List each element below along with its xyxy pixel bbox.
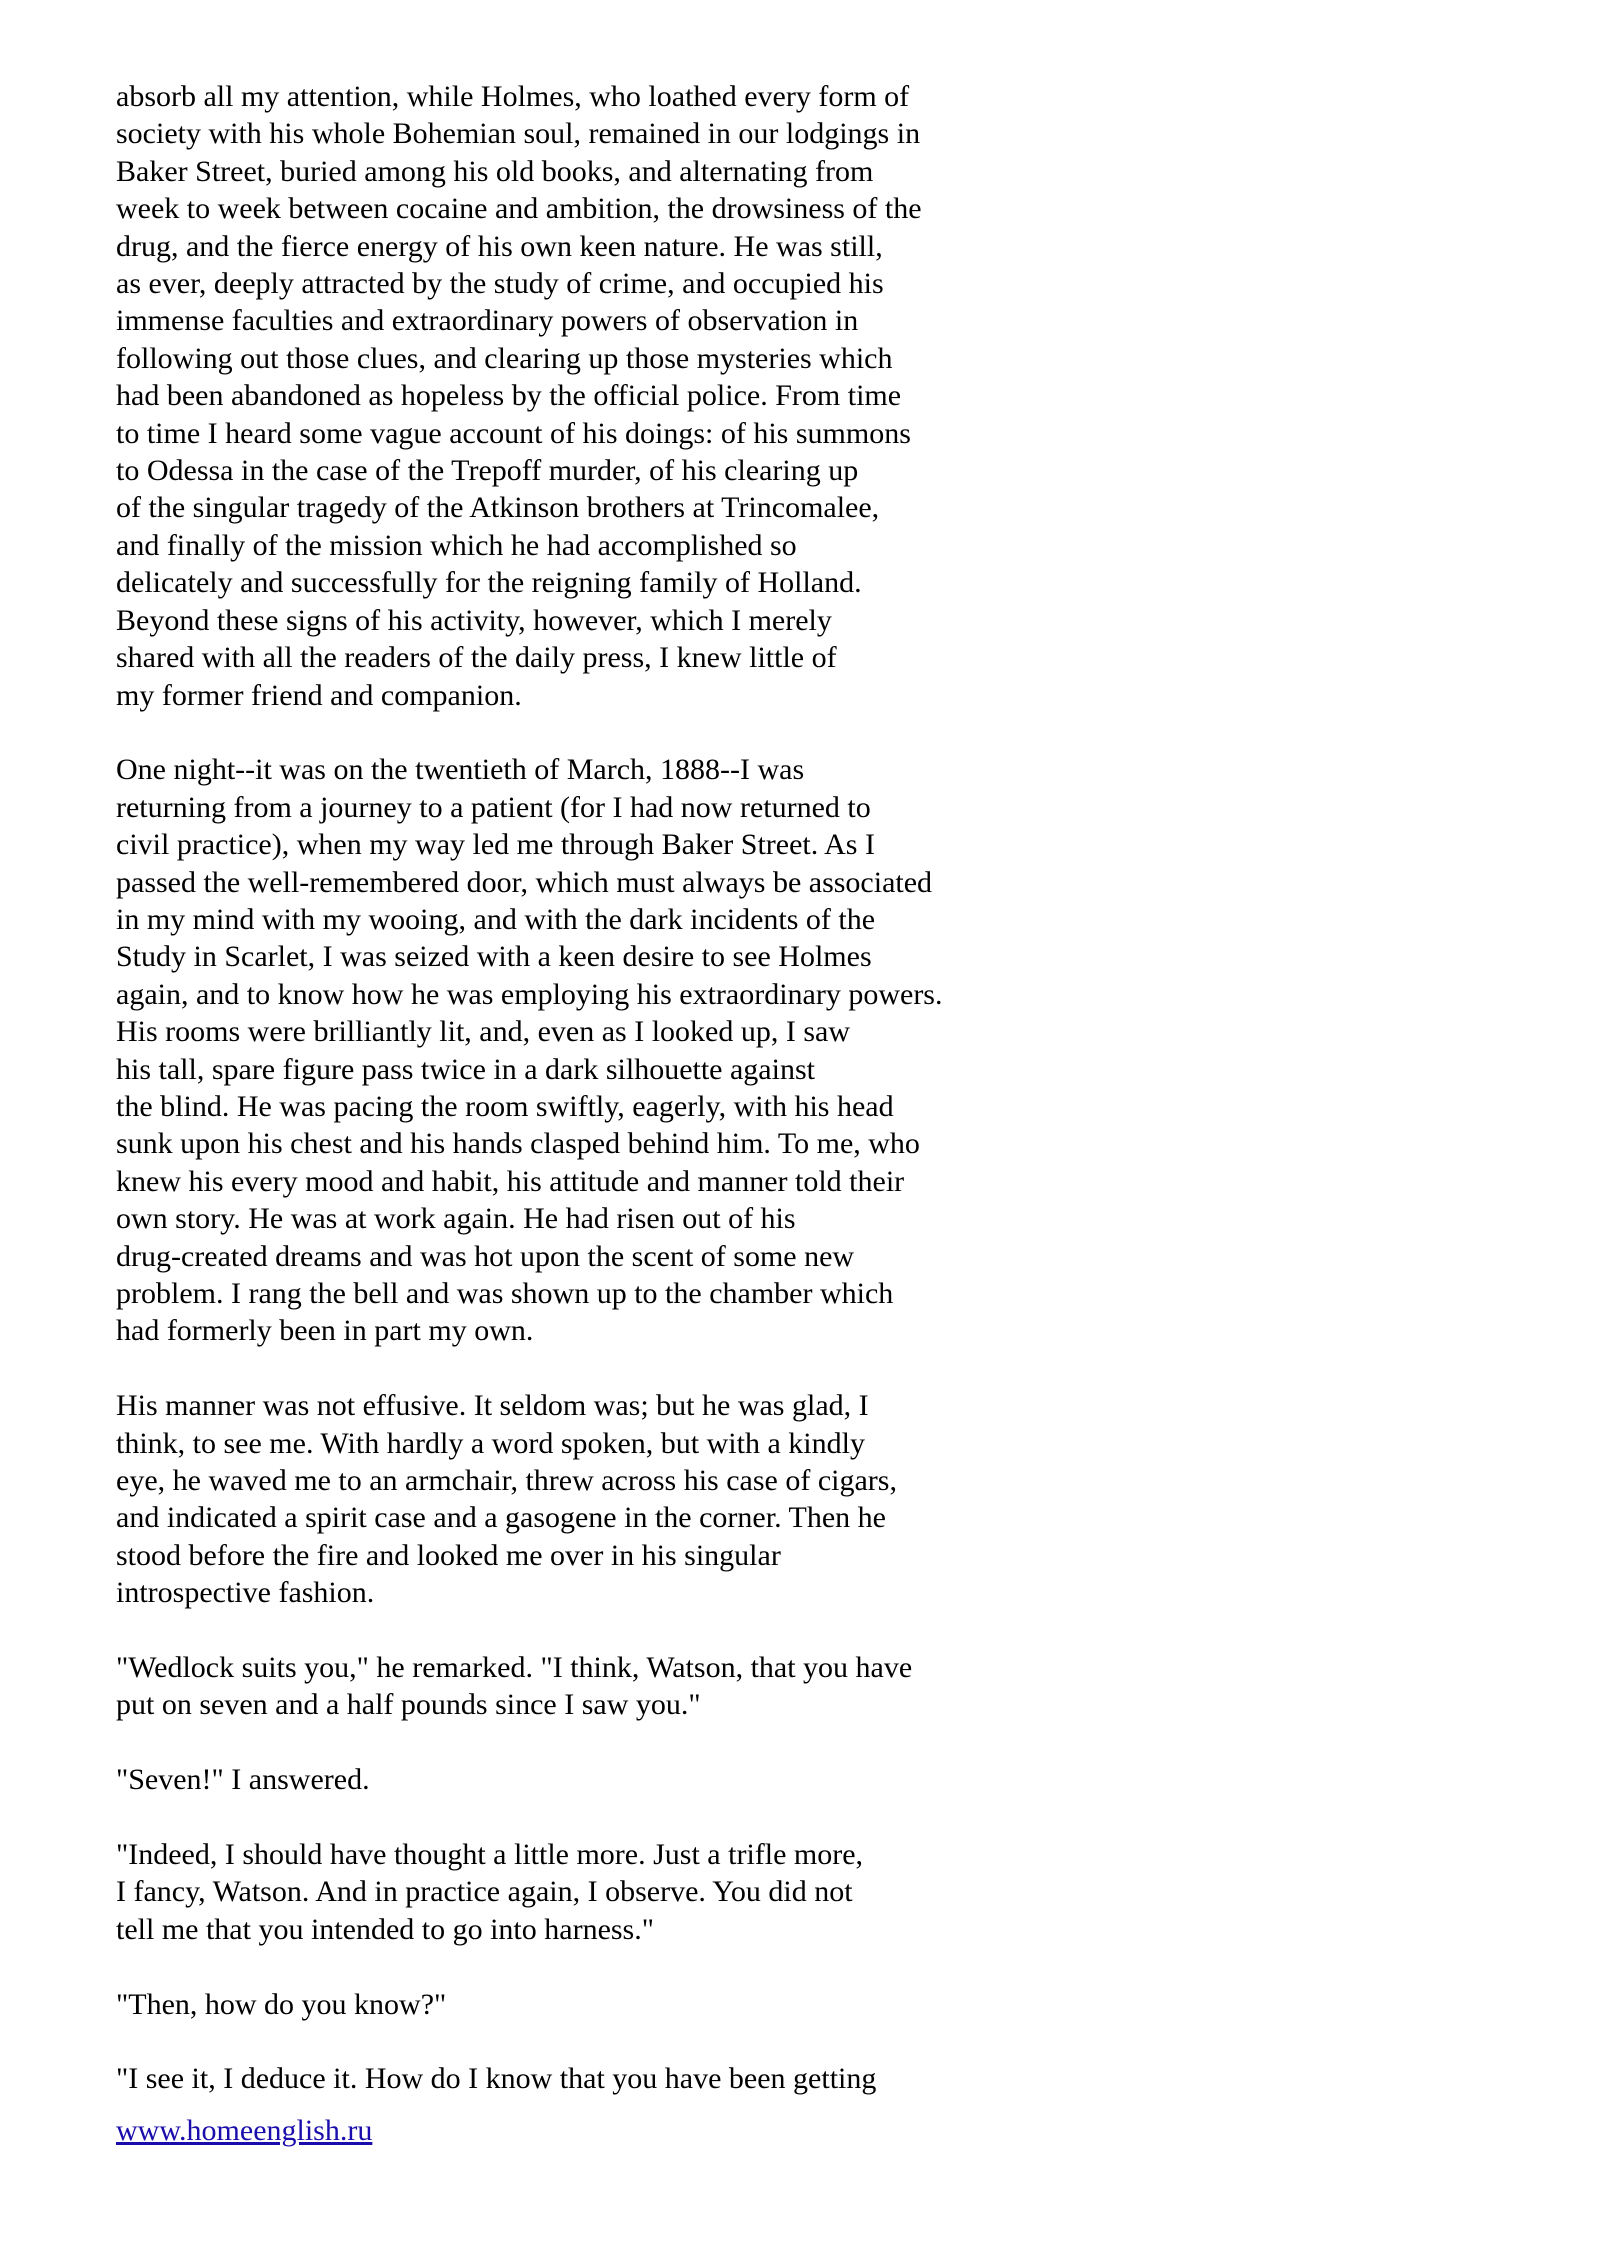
text-line: knew his every mood and habit, his attitude and manner told their (116, 1164, 905, 1198)
paragraph (116, 78, 1116, 714)
paragraph-gap (116, 714, 1116, 751)
paragraph-gap (116, 1612, 1116, 1649)
paragraph-gap (116, 1948, 1116, 1985)
text-line: my former friend and companion. (116, 678, 522, 712)
text-line: absorb all my attention, while Holmes, who loathed every form of (116, 80, 910, 113)
text-line: shared with all the readers of the daily press, I knew little of (116, 641, 837, 675)
text-line: his tall, spare figure pass twice in a dark silhouette against (116, 1052, 815, 1086)
text-line: to Odessa in the case of the Trepoff murder, of his clearing up (116, 454, 859, 488)
text-line: to time I heard some vague account of his doings: of his summons (116, 416, 911, 450)
text-line: eye, he waved me to an armchair, threw across his case of cigars, (116, 1464, 897, 1497)
text-line: drug-created dreams and was hot upon the scent of some new (116, 1239, 855, 1273)
text-line: Baker Street, buried among his old books, and alternating from (116, 154, 874, 188)
paragraph (116, 1986, 1116, 2023)
text-line: stood before the fire and looked me over in his singular (116, 1538, 781, 1572)
text-line: immense faculties and extraordinary powers of observation in (116, 304, 859, 338)
paragraph-gap (116, 1350, 1116, 1387)
text-line: own story. He was at work again. He had risen out of his (116, 1202, 796, 1236)
text-line: returning from a journey to a patient (for I had now returned to (116, 790, 871, 824)
text-line: as ever, deeply attracted by the study of crime, and occupied his (116, 267, 884, 301)
text-line: One night--it was on the twentieth of March, 1888--I was (116, 753, 805, 787)
text-line: in my mind with my wooing, and with the dark incidents of the (116, 902, 876, 936)
paragraph-gap (116, 1799, 1116, 1836)
text-line: "I see it, I deduce it. How do I know that you have been getting (116, 2062, 877, 2096)
text-line: and indicated a spirit case and a gasogene in the corner. Then he (116, 1501, 886, 1535)
paragraph (116, 1836, 1116, 1948)
text-line: and finally of the mission which he had accomplished so (116, 528, 797, 562)
text-line: put on seven and a half pounds since I saw you." (116, 1688, 701, 1722)
text-line: delicately and successfully for the reigning family of Holland. (116, 566, 862, 600)
text-line: "Seven!" I answered. (116, 1763, 370, 1797)
document-body (116, 78, 1116, 2098)
paragraph (116, 1387, 1116, 1611)
paragraph (116, 1761, 1116, 1798)
text-line: I fancy, Watson. And in practice again, I observe. You did not (116, 1875, 853, 1909)
paragraph (116, 1649, 1116, 1724)
paragraph-gap (116, 2023, 1116, 2060)
text-line: had formerly been in part my own. (116, 1314, 534, 1348)
text-line: His rooms were brilliantly lit, and, even as I looked up, I saw (116, 1015, 851, 1049)
paragraph (116, 2060, 1116, 2097)
text-line: the blind. He was pacing the room swiftly, eagerly, with his head (116, 1089, 894, 1123)
text-line: "Then, how do you know?" (116, 1987, 447, 2021)
text-line: passed the well-remembered door, which must always be associated (116, 865, 933, 899)
paragraph-gap (116, 1724, 1116, 1761)
text-line: problem. I rang the bell and was shown up to the chamber which (116, 1276, 894, 1310)
paragraph (116, 751, 1116, 1350)
text-line: of the singular tragedy of the Atkinson brothers at Trincomalee, (116, 491, 880, 525)
text-line: following out those clues, and clearing up those mysteries which (116, 341, 893, 375)
text-line: tell me that you intended to go into harness." (116, 1912, 654, 1946)
text-line: His manner was not effusive. It seldom was; but he was glad, I (116, 1389, 869, 1423)
text-line: sunk upon his chest and his hands clasped behind him. To me, who (116, 1127, 920, 1161)
text-line: "Wedlock suits you," he remarked. "I think, Watson, that you have (116, 1651, 913, 1685)
text-line: think, to see me. With hardly a word spoken, but with a kindly (116, 1426, 865, 1460)
text-line: drug, and the fierce energy of his own keen nature. He was still, (116, 229, 883, 263)
text-line: had been abandoned as hopeless by the official police. From time (116, 379, 902, 413)
text-line: week to week between cocaine and ambition, the drowsiness of the (116, 192, 922, 226)
text-line: Study in Scarlet, I was seized with a keen desire to see Holmes (116, 940, 872, 974)
text-line: again, and to know how he was employing his extraordinary powers. (116, 977, 943, 1011)
text-line: civil practice), when my way led me through Baker Street. As I (116, 828, 875, 862)
text-line: society with his whole Bohemian soul, remained in our lodgings in (116, 117, 921, 151)
text-line: Beyond these signs of his activity, however, which I merely (116, 603, 832, 637)
text-line: introspective fashion. (116, 1576, 375, 1610)
footer-website-link[interactable]: www.homeenglish.ru (116, 2114, 373, 2147)
text-line: "Indeed, I should have thought a little more. Just a trifle more, (116, 1838, 864, 1872)
